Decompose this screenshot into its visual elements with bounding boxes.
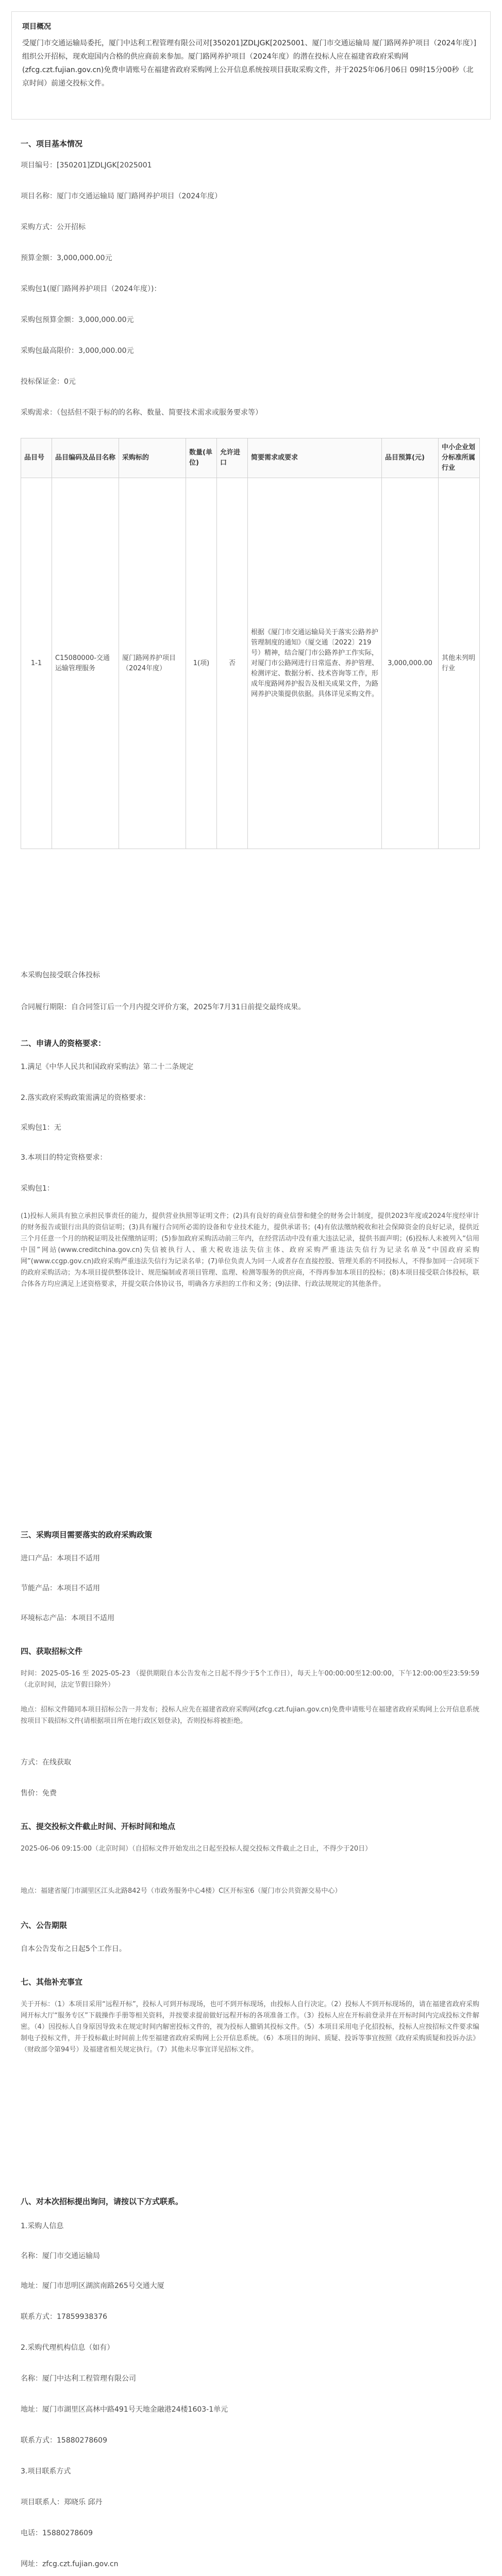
purchaser-name: 名称：厦门市交通运输局	[21, 2252, 100, 2260]
qualification-pkg1: 采购包1：	[21, 1184, 54, 1193]
col-header-target: 采购标的	[119, 438, 186, 478]
contract-period: 合同履行期限：自合同签订后一个月内提交评价方案，2025年7月31日前提交最终成果。	[21, 1003, 306, 1011]
policy-environment: 环境标志产品：本项目不适用	[21, 1614, 114, 1622]
obtain-place: 地点：招标文件随同本项目招标公告一并发布；投标人应先在福建省政府采购网(zfcg.czt.fujian.gov.cn)免费申请账号在福建省政府采购网上公开信息系统按项目下载招标文件(请根据项目所在地行政区划登录)，否则投标将被拒绝。	[21, 1706, 479, 1725]
policy-import: 进口产品：本项目不适用	[21, 1554, 100, 1563]
qualification-special: 3.本项目的特定资格要求：	[21, 1154, 107, 1162]
joint-bid-note: 本采购包接受联合体投标	[21, 971, 100, 979]
qualification-details: (1)投标人须具有独立承担民事责任的能力，提供营业执照等证明文件；(2)具有良好的商业信誉和健全的财务会计制度，提供2023年度或2024年度经审计的财务报告或银行出具的资信证明；(3)具有履行合同所必需的设备和专业技术能力，提供承诺书；(4)有依法缴纳税收和社会保障资金的良好记录，提供近三个月任意一个月的纳税证明及社保缴纳证明；(5)参加政府采购活动前三年内，在经营活动中没有重大违法记录，提供书面声明；(6)投标人未被列入“信用中国”网站(www.creditchina.gov.cn)失信被执行人、重大税收违法失信主体、政府采购严重违法失信行为记录名单及“中国政府采购网”(www.ccgp.gov.cn)政府采购严重违法失信行为记录名单；(7)单位负责人为同一人或者存在直接控股、管理关系的不同投标人，不得参加同一合同项下的政府采购活动；为本项目提供整体设计、规范编制或者项目管理、监理、检测等服务的供应商，不得再参加本项目的投标；(8)本项目接受联合体投标，联合体各方均应满足上述资格要求，并提交联合体协议书，明确各方承担的工作和义务；(9)法律、行政法规规定的其他条件。	[21, 1212, 479, 1288]
qualification-policy: 2.落实政府采购政策需满足的资格要求：	[21, 1094, 150, 1102]
project-number: 项目编号：[350201]ZDLJGK[2025001	[21, 161, 152, 170]
agent-info-title: 2.采购代理机构信息（如有）	[21, 2344, 114, 2352]
qualification-law: 1.满足《中华人民共和国政府采购法》第二十二条规定	[21, 1063, 194, 1071]
section1-title: 一、项目基本情况	[21, 139, 83, 148]
section6-title: 六、公告期限	[21, 1921, 68, 1930]
deadline-time: 2025-06-06 09:15:00（北京时间）（自招标文件开始发出之日起至投标人提交投标文件截止之日止，不得少于20日）	[21, 1845, 372, 1853]
col-header-budget: 品目预算(元)	[382, 438, 439, 478]
package1-title: 采购包1(厦门路网养护项目（2024年度）)：	[21, 285, 161, 293]
project-contact-phone: 电话：15880278609	[21, 2529, 93, 2537]
package-max-price: 采购包最高限价：3,000,000.00元	[21, 347, 134, 355]
cell-industry: 其他未列明行业	[439, 478, 480, 849]
agent-name: 名称：厦门中达利工程管理有限公司	[21, 2375, 136, 2383]
cell-import: 否	[217, 478, 248, 849]
obtain-method: 方式：在线获取	[21, 1758, 71, 1767]
qualification-pkg1-policy: 采购包1：无	[21, 1124, 61, 1132]
col-header-requirement: 简要需求或要求	[248, 438, 382, 478]
project-summary-box	[11, 11, 491, 120]
requirements-table	[21, 438, 480, 849]
section8-title: 八、对本次招标提出询问，请按以下方式联系。	[21, 2197, 183, 2206]
col-header-quantity: 数量(单位)	[186, 438, 217, 478]
project-contact-title: 3.项目联系方式	[21, 2467, 71, 2476]
policy-energy: 节能产品：本项目不适用	[21, 1584, 100, 1592]
opening-place: 地点：福建省厦门市湖里区江头北路842号（市政务服务中心4楼）C区开标室6（厦门市公共资源交易中心）	[21, 1887, 342, 1895]
col-header-item-no: 品目号	[21, 438, 52, 478]
package-budget: 采购包预算金额：3,000,000.00元	[21, 316, 134, 324]
section5-title: 五、提交投标文件截止时间、开标时间和地点	[21, 1822, 176, 1831]
section4-title: 四、获取招标文件	[21, 1647, 83, 1656]
project-contact-person: 项目联系人：郑晓乐 邱丹	[21, 2498, 103, 2506]
bid-bond: 投标保证金：0元	[21, 378, 76, 386]
cell-item-code: C15080000-交通运输管理服务	[52, 478, 119, 849]
cell-requirement: 根据《厦门市交通运输局关于落实公路养护管理制度的通知》（厦交通〔2022〕219号）精神，结合厦门市公路养护工作实际，对厦门市公路网进行日常巡查、养护管理、检测评定、数据分析、技术咨询等工作，形成年度路网养护报告及相关成果文件，为路网养护决策提供依据。具体详见采购文件。	[248, 478, 382, 849]
summary-title: 项目概况	[22, 23, 51, 31]
section2-title: 二、申请人的资格要求：	[21, 1039, 106, 1048]
agent-phone: 联系方式：15880278609	[21, 2436, 107, 2445]
procurement-method: 采购方式：公开招标	[21, 223, 86, 231]
agent-address: 地址：厦门市湖里区高林中路491号天地金融港24楼1603-1单元	[21, 2405, 228, 2414]
cell-budget: 3,000,000.00	[382, 478, 439, 849]
obtain-time: 时间：2025-05-16 至 2025-05-23 （提供期限自本公告发布之日起不得少于5个工作日），每天上午00:00:00至12:00:00，下午12:00:00至23:59:59（北京时间，法定节假日除外）	[21, 1670, 479, 1689]
cell-quantity: 1(项)	[186, 478, 217, 849]
table-row	[21, 478, 480, 849]
project-name: 项目名称：厦门市交通运输局 厦门路网养护项目（2024年度）	[21, 192, 222, 200]
col-header-item-code: 品目编码及品目名称	[52, 438, 119, 478]
project-website: 网址：zfcg.czt.fujian.gov.cn	[21, 2560, 119, 2568]
summary-body: 受厦门市交通运输局委托，厦门中达利工程管理有限公司对[350201]ZDLJGK[2025001、厦门市交通运输局 厦门路网养护项目（2024年度）]组织公开招标，现欢迎国内合格的供应商前来参加。厦门路网养护项目（2024年度）的潜在投标人应在福建省政府采购网(zfcg.czt.fujian.gov.cn)免费申请账号在福建省政府采购网上公开信息系统按项目获取采购文件，并于2025年06月06日 09时15分00秒（北京时间）前递交投标文件。	[22, 39, 477, 88]
budget-amount: 预算金额：3,000,000.00元	[21, 254, 112, 262]
purchaser-phone: 联系方式：17859938376	[21, 2313, 107, 2321]
section3-title: 三、采购项目需要落实的政府采购政策	[21, 1530, 153, 1539]
purchaser-address: 地址：厦门市思明区湖滨南路265号交通大厦	[21, 2282, 164, 2290]
notice-period: 自本公告发布之日起5个工作日。	[21, 1945, 126, 1953]
cell-target: 厦门路网养护项目（2024年度）	[119, 478, 186, 849]
purchaser-info-title: 1.采购人信息	[21, 2222, 64, 2230]
obtain-price: 售价：免费	[21, 1789, 57, 1798]
supplementary-details: 关于开标：（1）本项目采用“远程开标”，投标人可到开标现场，也可不到开标现场，由投标人自行决定。（2）投标人不到开标现场的，请在福建省政府采购网开标大厅“服务专区”下载操作手册等相关资料，并按要求提前做好远程开标的各项准备工作。（3）投标人应在开标前登录并在开标时间内完成投标文件解密。（4）因投标人自身原因导致未在规定时间内解密投标文件的，视为投标人撤销其投标文件。（5）本项目采用电子化招投标，投标人应按招标文件要求编制电子投标文件，并于投标截止时间前上传至福建省政府采购网上公开信息系统。（6）本项目的询问、质疑、投诉等事宜按照《政府采购质疑和投诉办法》（财政部令第94号）及福建省相关规定执行。（7）其他未尽事宜详见招标文件。	[21, 2001, 479, 2054]
procurement-requirement: 采购需求：（包括但不限于标的的名称、数量、简要技术需求或服务要求等）	[21, 409, 262, 417]
section7-title: 七、其他补充事宜	[21, 1977, 83, 1987]
col-header-import: 允许进口	[217, 438, 248, 478]
cell-item-no: 1-1	[21, 478, 52, 849]
table-header-row	[21, 438, 480, 478]
col-header-industry: 中小企业划分标准所属行业	[439, 438, 480, 478]
